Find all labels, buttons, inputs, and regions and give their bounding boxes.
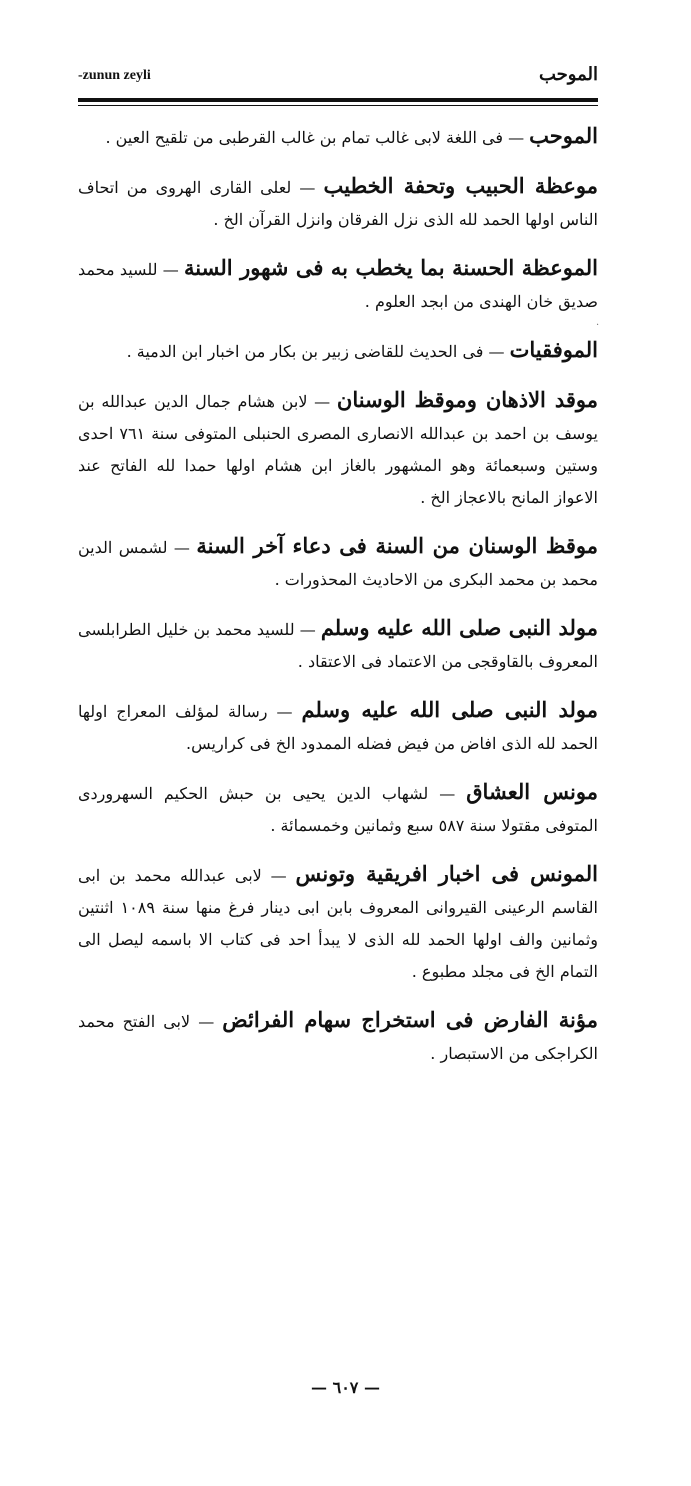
- entry: [78, 776, 598, 842]
- entry: [78, 120, 598, 154]
- page: [78, 62, 598, 1086]
- entry-head: المونس فى اخبار افريقية وتونس: [295, 861, 598, 886]
- header-rule-thick: [78, 98, 598, 102]
- entry-text: — لعلى القارى الهروى من اتحاف الناس اولها الحمد لله الذى نزل الفرقان وانزل القرآن الخ .: [78, 178, 598, 229]
- entry: [78, 694, 598, 760]
- entry-text: — للسيد محمد بن خليل الطرابلسى المعروف بالقاوقجى من الاعتماد فى الاعتقاد .: [78, 620, 598, 671]
- entry-text: — للسيد محمد صديق خان الهندى من ابجد العلوم .: [78, 260, 598, 311]
- stray-mark: ·: [596, 320, 600, 331]
- page-number: — ٦٠٧ —: [311, 1378, 380, 1397]
- header-left: -zunun zeyli: [78, 68, 151, 83]
- entry-text: — فى اللغة لابى غالب تمام بن غالب القرطبى من تلقيح العين .: [105, 128, 530, 147]
- entry: [78, 170, 598, 236]
- entry: [78, 334, 598, 368]
- entry: [78, 384, 598, 514]
- entry-head: موقظ الوسنان من السنة فى دعاء آخر السنة: [196, 533, 599, 558]
- entry: [78, 530, 598, 596]
- entry-text: — فى الحديث للقاضى زبير بن بكار من اخبار ابن الدمية .: [126, 342, 510, 361]
- header-rule-thin: [78, 105, 598, 106]
- entry-head: مولد النبى صلى الله عليه وسلم: [320, 615, 598, 640]
- entry-head: مولد النبى صلى الله عليه وسلم: [301, 697, 599, 722]
- entry-head: الموفقيات: [509, 337, 598, 362]
- entry-head: موعظة الحبيب وتحفة الخطيب: [323, 173, 598, 198]
- entry: [78, 252, 598, 318]
- entry-text: — لابن هشام جمال الدين عبدالله بن يوسف بن احمد بن عبدالله الانصارى المصرى الحنبلى المتوفى سنة ٧٦١ احدى وستين وسبعمائة وهو المشهور بالغاز ابن هشام اولها حمدا لله الفاتح عند الاعواز المانح بالاعجاز الخ .: [78, 392, 599, 507]
- entry-text: — لابى عبدالله محمد بن ابى القاسم الرعينى القيروانى المعروف بابن ابى دينار فرغ منها سنة ١٠٨٩ اثنتين وثمانين والف اولها الحمد لله الذى لا يبدأ احد فى كتاب الا باسمه ليصل الى التمام الخ فى مجلد مطبوع .: [78, 866, 598, 981]
- header-right: الموحب: [539, 64, 598, 85]
- entry-text: — لابى الفتح محمد الكراجكى من الاستبصار .: [78, 1012, 598, 1063]
- entry: [78, 1004, 598, 1070]
- entry-text: — لشهاب الدين يحيى بن حبش الحكيم السهروردى المتوفى مقتولا سنة ٥٨٧ سبع وثمانين وخمسمائة .: [78, 784, 598, 835]
- entry-head: موقد الاذهان وموقظ الوسنان: [336, 387, 598, 412]
- entry-head: الموحب: [529, 123, 598, 148]
- entry-text: — رسالة لمؤلف المعراج اولها الحمد لله الذى افاض من فيض فضله الممدود الخ فى كراريس.: [78, 702, 598, 753]
- entry-head: الموعظة الحسنة بما يخطب به فى شهور السنة: [184, 255, 598, 280]
- running-header: [78, 62, 598, 92]
- entry: [78, 612, 598, 678]
- entry-text: — لشمس الدين محمد بن محمد البكرى من الاحاديث المحذورات .: [78, 538, 598, 589]
- entries-list: [78, 120, 598, 1070]
- entry-head: مونس العشاق: [466, 779, 598, 804]
- entry: [78, 858, 598, 988]
- entry-head: مؤنة الفارض فى استخراج سهام الفرائض: [222, 1007, 598, 1032]
